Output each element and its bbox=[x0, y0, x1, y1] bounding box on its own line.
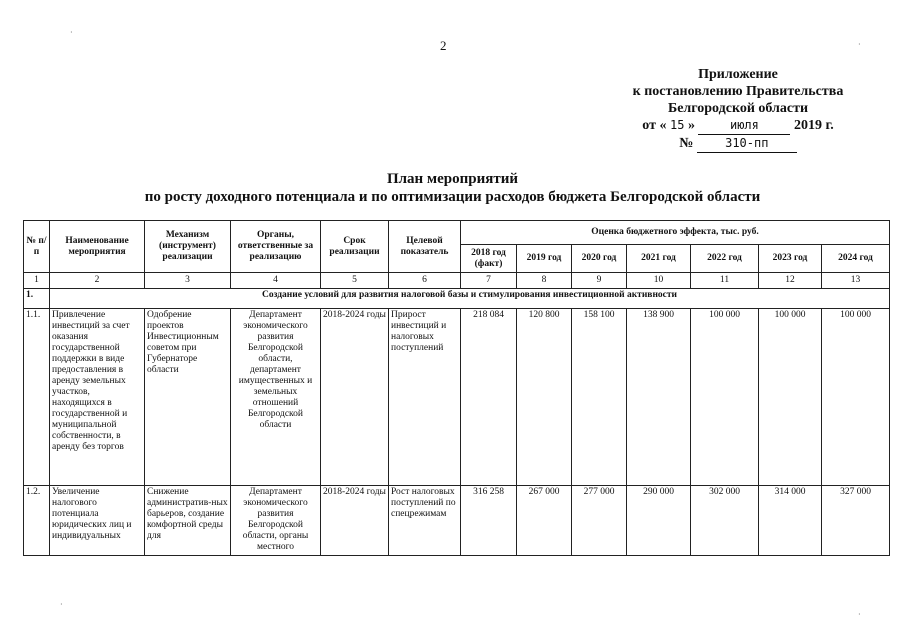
page-number: 2 bbox=[440, 38, 447, 53]
appendix-block bbox=[608, 66, 868, 153]
date-year: 2019 г. bbox=[793, 118, 834, 133]
row-value-2024: 327 000 bbox=[822, 486, 890, 556]
row-mechanism: Одобрение проектов Инвестиционным советом при Губернаторе области bbox=[145, 309, 231, 486]
row-value-2019: 267 000 bbox=[517, 486, 572, 556]
header-effect: Оценка бюджетного эффекта, тыс. руб. bbox=[461, 221, 890, 245]
row-value-2020: 277 000 bbox=[572, 486, 627, 556]
scan-speck: · bbox=[858, 40, 861, 49]
plan-title bbox=[0, 170, 905, 206]
header-year-2022: 2022 год bbox=[691, 245, 759, 273]
col-number: 2 bbox=[50, 273, 145, 289]
section-num: 1. bbox=[24, 289, 50, 309]
section-title: Создание условий для развития налоговой базы и стимулирования инвестиционной активности bbox=[50, 289, 890, 309]
col-number: 11 bbox=[691, 273, 759, 289]
col-number: 8 bbox=[517, 273, 572, 289]
number-value: 310-пп bbox=[697, 135, 797, 153]
row-mechanism: Снижение административ-ных барьеров, создание комфортной среды для bbox=[145, 486, 231, 556]
header-target: Целевой показатель bbox=[389, 221, 461, 273]
date-prefix: от « bbox=[642, 118, 667, 133]
header-year-2019: 2019 год bbox=[517, 245, 572, 273]
row-value-2024: 100 000 bbox=[822, 309, 890, 486]
col-number: 7 bbox=[461, 273, 517, 289]
row-value-2022: 302 000 bbox=[691, 486, 759, 556]
row-target: Прирост инвестиций и налоговых поступлений bbox=[389, 309, 461, 486]
col-number: 4 bbox=[231, 273, 321, 289]
plan-title-line2: по росту доходного потенциала и по оптимизации расходов бюджета Белгородской области bbox=[144, 189, 761, 205]
table-row bbox=[24, 309, 890, 486]
col-number: 6 bbox=[389, 273, 461, 289]
appendix-line2: к постановлению Правительства bbox=[632, 84, 844, 99]
appendix-title: Приложение bbox=[698, 67, 778, 82]
row-value-2021: 138 900 bbox=[627, 309, 691, 486]
plan-title-line1: План мероприятий bbox=[386, 171, 519, 187]
table-row bbox=[24, 486, 890, 556]
row-value-2020: 158 100 bbox=[572, 309, 627, 486]
appendix-line3: Белгородской области bbox=[667, 101, 809, 116]
header-year-2023: 2023 год bbox=[759, 245, 822, 273]
scan-speck: · bbox=[858, 610, 861, 619]
row-value-2018: 316 258 bbox=[461, 486, 517, 556]
row-term: 2018-2024 годы bbox=[321, 486, 389, 556]
row-num: 1.2. bbox=[24, 486, 50, 556]
number-prefix: № bbox=[679, 136, 694, 151]
row-target: Рост налоговых поступлений по спецрежимам bbox=[389, 486, 461, 556]
header-term: Срок реализации bbox=[321, 221, 389, 273]
row-bodies: Департамент экономического развития Белгородской области, департамент имущественных и земельных отношений Белгородской области bbox=[231, 309, 321, 486]
scan-speck: · bbox=[70, 28, 73, 37]
column-numbers-row bbox=[24, 273, 890, 289]
col-number: 1 bbox=[24, 273, 50, 289]
header-bodies: Органы, ответственные за реализацию bbox=[231, 221, 321, 273]
col-number: 13 bbox=[822, 273, 890, 289]
row-term: 2018-2024 годы bbox=[321, 309, 389, 486]
row-value-2022: 100 000 bbox=[691, 309, 759, 486]
header-name: Наименование мероприятия bbox=[50, 221, 145, 273]
header-mechanism: Механизм (инструмент) реализации bbox=[145, 221, 231, 273]
appendix-number bbox=[608, 135, 868, 153]
col-number: 5 bbox=[321, 273, 389, 289]
row-value-2023: 100 000 bbox=[759, 309, 822, 486]
col-number: 10 bbox=[627, 273, 691, 289]
date-month: июля bbox=[698, 117, 790, 135]
section-row bbox=[24, 289, 890, 309]
header-year-2018: 2018 год (факт) bbox=[461, 245, 517, 273]
header-year-2024: 2024 год bbox=[822, 245, 890, 273]
col-number: 12 bbox=[759, 273, 822, 289]
row-name: Привлечение инвестиций за счет оказания государственной поддержки в виде предоставления в аренду земельных участков, находящихся в государственной и муниципальной собственности, в аренду без торгов bbox=[50, 309, 145, 486]
col-number: 9 bbox=[572, 273, 627, 289]
row-value-2023: 314 000 bbox=[759, 486, 822, 556]
row-value-2018: 218 084 bbox=[461, 309, 517, 486]
header-year-2020: 2020 год bbox=[572, 245, 627, 273]
row-value-2019: 120 800 bbox=[517, 309, 572, 486]
row-name: Увеличение налогового потенциала юридических лиц и индивидуальных bbox=[50, 486, 145, 556]
date-day: 15 bbox=[669, 118, 685, 132]
col-number: 3 bbox=[145, 273, 231, 289]
scan-speck: · bbox=[60, 600, 63, 609]
header-num: № п/п bbox=[24, 221, 50, 273]
row-bodies: Департамент экономического развития Белгородской области, органы местного bbox=[231, 486, 321, 556]
appendix-date bbox=[608, 117, 868, 135]
row-value-2021: 290 000 bbox=[627, 486, 691, 556]
header-year-2021: 2021 год bbox=[627, 245, 691, 273]
date-mid: » bbox=[687, 118, 695, 133]
row-num: 1.1. bbox=[24, 309, 50, 486]
plan-table bbox=[23, 220, 890, 556]
